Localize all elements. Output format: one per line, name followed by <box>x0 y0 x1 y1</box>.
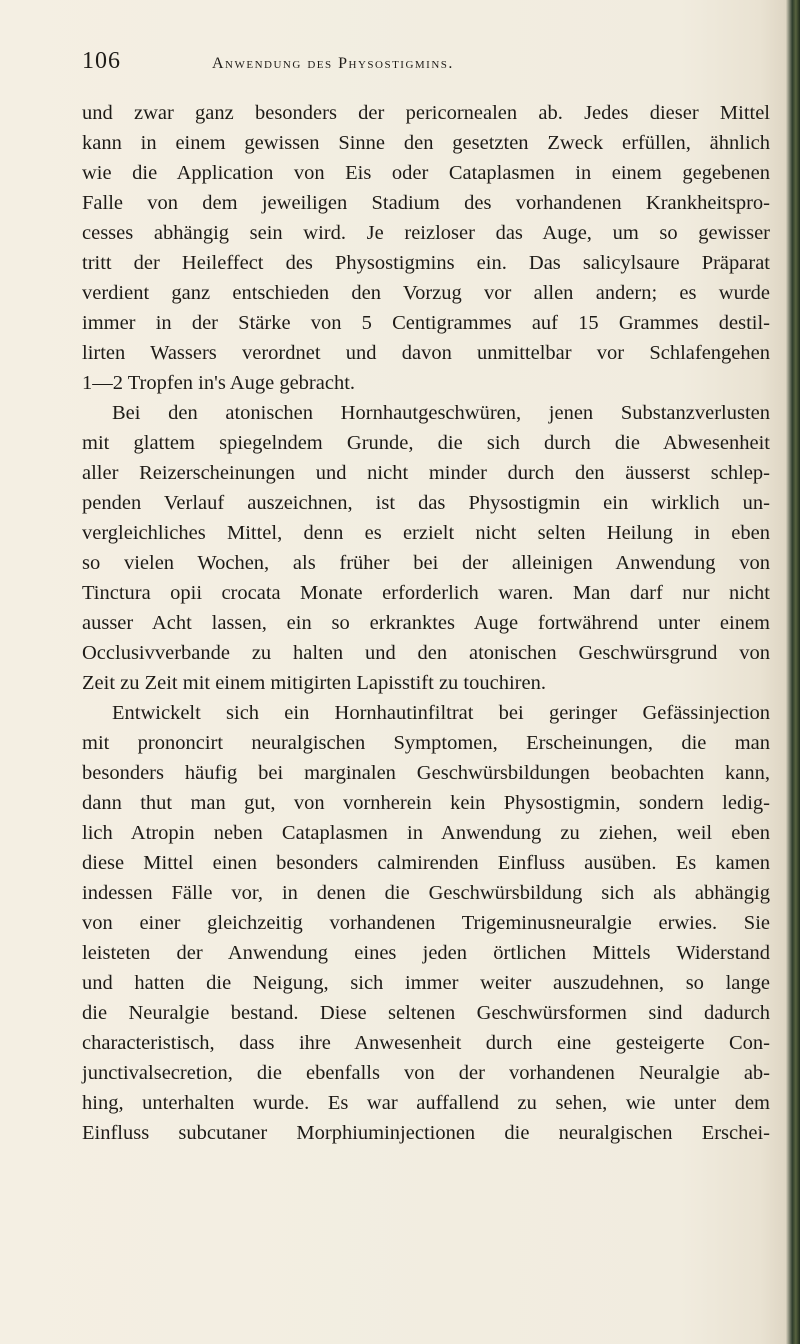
text-line: die Neuralgie bestand. Diese seltenen Geschwürsformen sind dadurch <box>82 1002 770 1024</box>
text-line: Einfluss subcutaner Morphiuminjectionen die neuralgischen Erschei- <box>82 1122 770 1144</box>
text-line: cesses abhängig sein wird. Je reizloser das Auge, um so gewisser <box>82 222 770 244</box>
text-line: ausser Acht lassen, ein so erkranktes Auge fortwährend unter einem <box>82 612 770 634</box>
text-line: immer in der Stärke von 5 Centigrammes auf 15 Grammes destil- <box>82 312 770 334</box>
book-spine-edge <box>786 0 800 1344</box>
text-line: verdient ganz entschieden den Vorzug vor allen andern; es wurde <box>82 282 770 304</box>
text-line: Zeit zu Zeit mit einem mitigirten Lapisstift zu touchiren. <box>82 672 546 694</box>
text-line: 1—2 Tropfen in's Auge gebracht. <box>82 372 356 394</box>
text-line: Bei den atonischen Hornhautgeschwüren, jenen Substanzverlusten <box>112 402 770 424</box>
text-line: lirten Wassers verordnet und davon unmittelbar vor Schlafengehen <box>82 342 770 364</box>
text-line: Falle von dem jeweiligen Stadium des vorhandenen Krankheitspro- <box>82 192 770 214</box>
text-line: characteristisch, dass ihre Anwesenheit durch eine gesteigerte Con- <box>82 1032 770 1054</box>
text-line: Occlusivverbande zu halten und den atonischen Geschwürsgrund von <box>82 642 770 664</box>
text-line: dann thut man gut, von vornherein kein Physostigmin, sondern ledig- <box>82 792 770 814</box>
text-line: diese Mittel einen besonders calmirenden Einfluss ausüben. Es kamen <box>82 852 770 874</box>
text-line: leisteten der Anwendung eines jeden örtlichen Mittels Widerstand <box>82 942 770 964</box>
text-line: mit prononcirt neuralgischen Symptomen, Erscheinungen, die man <box>82 732 770 754</box>
text-line: tritt der Heileffect des Physostigmins ein. Das salicylsaure Präparat <box>82 252 770 274</box>
text-line: lich Atropin neben Cataplasmen in Anwendung zu ziehen, weil eben <box>82 822 770 844</box>
body-text <box>82 98 770 1148</box>
text-line: penden Verlauf auszeichnen, ist das Physostigmin ein wirklich un- <box>82 492 770 514</box>
running-head: Anwendung des Physostigmins. <box>212 55 454 72</box>
text-line: kann in einem gewissen Sinne den gesetzten Zweck erfüllen, ähnlich <box>82 132 770 154</box>
text-line: hing, unterhalten wurde. Es war auffallend zu sehen, wie unter dem <box>82 1092 770 1114</box>
text-line: mit glattem spiegelndem Grunde, die sich durch die Abwesenheit <box>82 432 770 454</box>
text-line: wie die Application von Eis oder Cataplasmen in einem gegebenen <box>82 162 770 184</box>
text-line: von einer gleichzeitig vorhandenen Trigeminusneuralgie erwies. Sie <box>82 912 770 934</box>
text-line: aller Reizerscheinungen und nicht minder durch den äusserst schlep- <box>82 462 770 484</box>
text-line: und zwar ganz besonders der pericornealen ab. Jedes dieser Mittel <box>82 102 770 124</box>
page-number: 106 <box>82 48 121 74</box>
text-line: junctivalsecretion, die ebenfalls von der vorhandenen Neuralgie ab- <box>82 1062 770 1084</box>
text-line: indessen Fälle vor, in denen die Geschwürsbildung sich als abhängig <box>82 882 770 904</box>
text-line: besonders häufig bei marginalen Geschwürsbildungen beobachten kann, <box>82 762 770 784</box>
text-line: Entwickelt sich ein Hornhautinfiltrat bei geringer Gefässinjection <box>112 702 770 724</box>
text-line: vergleichliches Mittel, denn es erzielt nicht selten Heilung in eben <box>82 522 770 544</box>
text-line: Tinctura opii crocata Monate erforderlich waren. Man darf nur nicht <box>82 582 770 604</box>
page-header <box>82 48 762 92</box>
text-line: so vielen Wochen, als früher bei der alleinigen Anwendung von <box>82 552 770 574</box>
text-line: und hatten die Neigung, sich immer weiter auszudehnen, so lange <box>82 972 770 994</box>
